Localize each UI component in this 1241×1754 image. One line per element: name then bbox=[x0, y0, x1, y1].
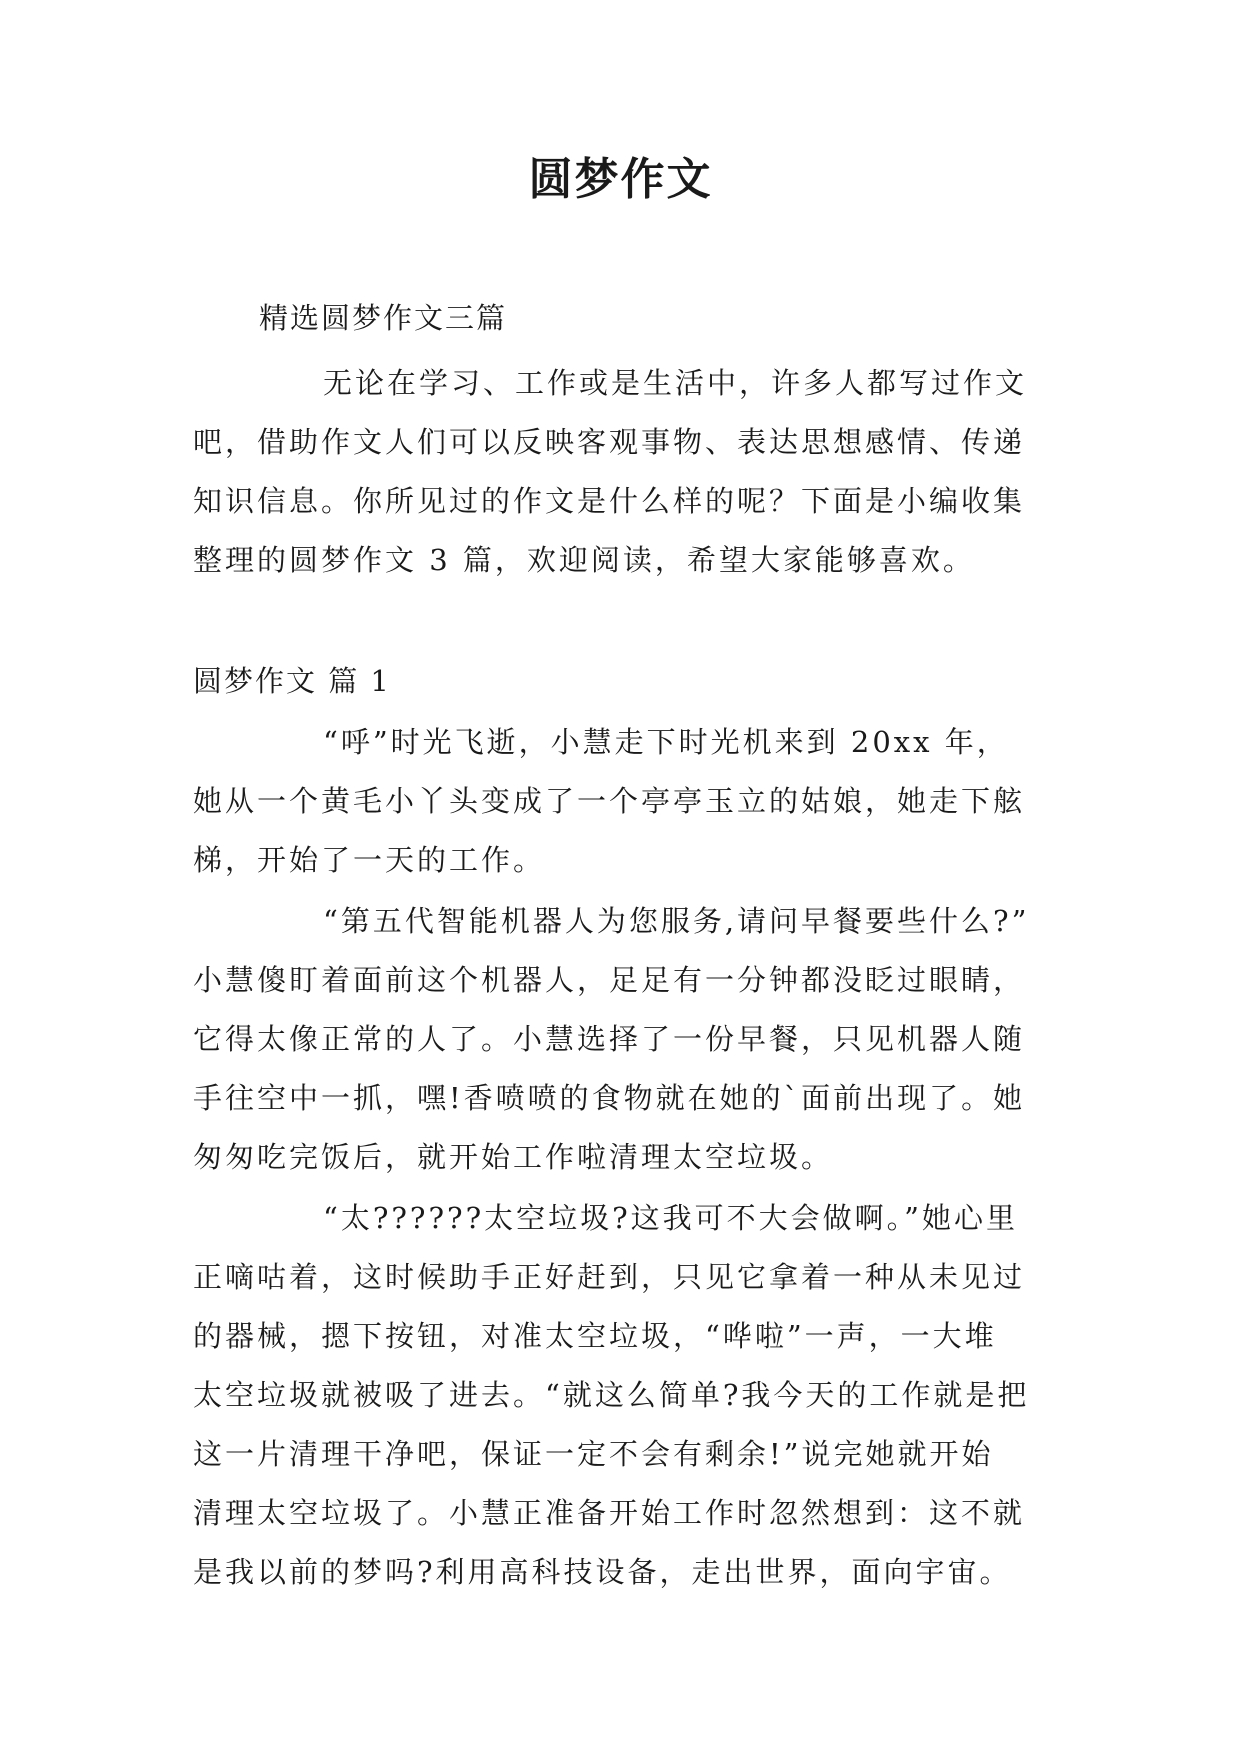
text-line: 梯，开始了一天的工作。 bbox=[193, 843, 546, 877]
text-line: 正嘀咕着，这时候助手正好赶到，只见它拿着一种从未见过 bbox=[193, 1260, 1026, 1294]
text-line: 知识信息。你所见过的作文是什么样的呢？下面是小编收集 bbox=[193, 484, 1026, 518]
text-line: 她从一个黄毛小丫头变成了一个亭亭玉立的姑娘，她走下舷 bbox=[193, 784, 1026, 818]
text-line: 清理太空垃圾了。小慧正准备开始工作时忽然想到：这不就 bbox=[193, 1496, 1026, 1530]
text-line: 这一片清理干净吧，保证一定不会有剩余!”说完她就开始 bbox=[193, 1437, 994, 1471]
text-line: 是我以前的梦吗?利用高科技设备，走出世界，面向宇宙。 bbox=[193, 1555, 1012, 1589]
document-title: 圆梦作文 bbox=[528, 154, 713, 205]
document-subtitle: 精选圆梦作文三篇 bbox=[259, 301, 508, 335]
text-line: 小慧傻盯着面前这个机器人，足足有一分钟都没眨过眼睛， bbox=[193, 963, 1026, 997]
intro-paragraph bbox=[193, 354, 1055, 590]
text-line: 手往空中一抓，嘿!香喷喷的食物就在她的`面前出现了。她 bbox=[193, 1081, 1026, 1115]
text-line: 吧，借助作文人们可以反映客观事物、表达思想感情、传递 bbox=[193, 425, 1026, 459]
text-line: “呼”时光飞逝，小慧走下时光机来到 20xx 年， bbox=[323, 725, 1009, 759]
section-heading: 圆梦作文 篇 1 bbox=[193, 664, 391, 698]
text-line: 整理的圆梦作文 3 篇，欢迎阅读，希望大家能够喜欢。 bbox=[193, 543, 975, 577]
body-paragraph bbox=[193, 1189, 1055, 1602]
text-line: 的器械，摁下按钮，对准太空垃圾，“哗啦”一声，一大堆 bbox=[193, 1319, 997, 1353]
text-line: 它得太像正常的人了。小慧选择了一份早餐，只见机器人随 bbox=[193, 1022, 1026, 1056]
document-body bbox=[193, 290, 1055, 1604]
body-paragraph bbox=[193, 892, 1055, 1187]
body-paragraph bbox=[193, 713, 1055, 890]
text-line: 无论在学习、工作或是生活中，许多人都写过作文 bbox=[323, 366, 1028, 400]
text-line: “第五代智能机器人为您服务,请问早餐要些什么?” bbox=[323, 904, 1030, 938]
text-line: “太??????太空垃圾?这我可不大会做啊。”她心里 bbox=[323, 1201, 1018, 1235]
text-line: 太空垃圾就被吸了进去。“就这么简单?我今天的工作就是把 bbox=[193, 1378, 1030, 1412]
text-line: 匆匆吃完饭后，就开始工作啦清理太空垃圾。 bbox=[193, 1140, 834, 1174]
